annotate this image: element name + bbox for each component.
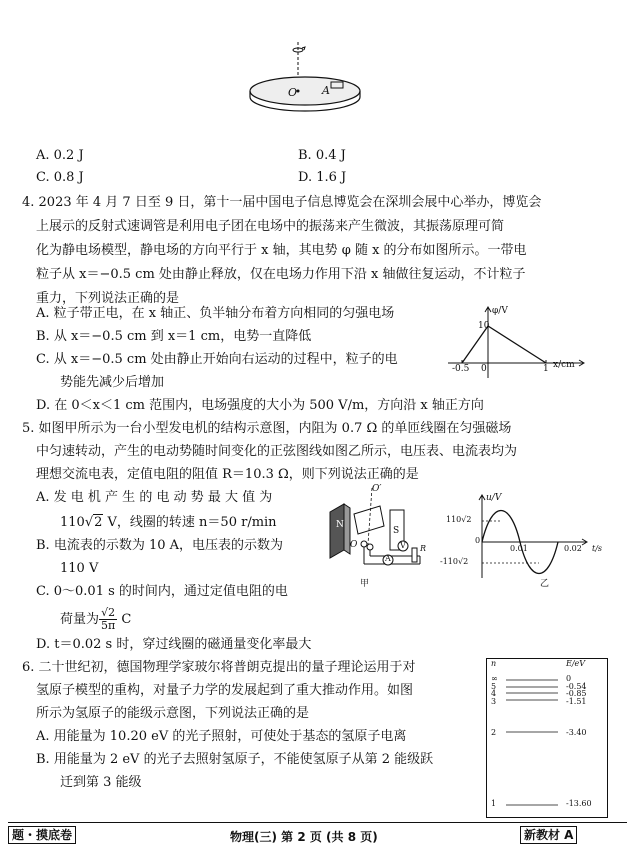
sqrt-symbol: √ (84, 515, 94, 530)
q6-line-2: 氢原子模型的重构，对量子力学的发展起到了重大推动作用。如图 (36, 683, 414, 698)
footer-center: 物理(三) 第 2 页 (共 8 页) (230, 830, 378, 844)
q6-option-b1: B. 用能量为 2 eV 的光子去照射氢原子，不能使氢原子从第 2 能级跃 (36, 752, 434, 767)
el-inf-e: 0 (566, 674, 572, 683)
footer-right: 新教材 A (520, 826, 577, 844)
sine-x001: 0.01 (510, 544, 528, 553)
gen-label-v: V (400, 541, 406, 550)
el-1-n: 1 (491, 799, 497, 808)
q6-line-3: 所示为氢原子的能级示意图，下列说法正确的是 (36, 706, 310, 721)
el-3-n: 3 (491, 697, 497, 706)
sine-xunit: t/s (592, 544, 603, 553)
gen-label-oprime: O′ (372, 484, 382, 494)
q5-line-1: 5. 如图甲所示为一台小型发电机的结构示意图，内阻为 0.7 Ω 的单匝线圈在匀强磁场 (22, 421, 512, 436)
q3-option-c: C. 0.8 J (36, 170, 84, 185)
q5-line-2: 中匀速转动，产生的电动势随时间变化的正弦图线如图乙所示，电压表、电流表均为 (36, 444, 518, 459)
el-1-e: -13.60 (566, 799, 592, 808)
q5-option-a2: 110√2 V，线圈的转速 n＝50 r/min (60, 515, 277, 530)
q6-option-a: A. 用能量为 10.20 eV 的光子照射，可使处于基态的氢原子电离 (36, 729, 407, 744)
el-2-n: 2 (491, 728, 497, 737)
q5-option-c2: 荷量为 $\frac{√2}{5\pi}$ C (60, 606, 132, 632)
x-axis-label: x/cm (553, 360, 575, 370)
el-5-n: 5 (491, 682, 497, 691)
sine-ytop: 110√2 (446, 515, 472, 524)
el-e-header: E/eV (566, 659, 586, 668)
el-inf-n: ∞ (491, 674, 498, 683)
rotating-disk-figure (245, 38, 395, 128)
el-2-e: -3.40 (566, 728, 587, 737)
q4-option-c1: C. 从 x＝−0.5 cm 处由静止开始向右运动的过程中，粒子的电 (36, 352, 398, 367)
el-4-e: -0.85 (566, 689, 587, 698)
q6-option-b2: 迁到第 3 能级 (60, 775, 142, 790)
gen-label-a: A (385, 554, 391, 563)
q3-option-b: B. 0.4 J (298, 148, 346, 163)
sine-wave-graph (462, 492, 592, 582)
q4-line-1: 4. 2023 年 4 月 7 日至 9 日，第十一届中国电子信息博览会在深圳会展中心举办，博览会 (22, 195, 542, 210)
phi-tick-10: 10 (478, 321, 490, 331)
q4-line-4: 粒子从 x＝−0.5 cm 处由静止释放，仅在电场力作用下沿 x 轴做往复运动，不计粒子 (36, 267, 526, 282)
el-5-e: -0.54 (566, 682, 587, 691)
el-3-e: -1.51 (566, 697, 587, 706)
gen-label-r: R (420, 544, 427, 553)
x-tick-0: 0 (481, 364, 487, 374)
q5-option-b1: B. 电流表的示数为 10 A，电压表的示数为 (36, 538, 284, 553)
fig-yi-caption: 乙 (540, 579, 550, 589)
el-n-header: n (491, 659, 497, 668)
energy-level-diagram (486, 658, 608, 818)
fig-jia-caption: 甲 (360, 579, 370, 589)
phi-axis-label: φ/V (492, 306, 508, 316)
q3-option-d: D. 1.6 J (298, 170, 347, 185)
x-tick-neg05: -0.5 (452, 364, 470, 374)
q5-option-c1: C. 0～0.01 s 的时间内，通过定值电阻的电 (36, 584, 288, 599)
q4-line-3: 化为静电场模型，静电场的方向平行于 x 轴，其电势 φ 随 x 的分布如图所示。一带电 (36, 243, 527, 258)
sine-ylabel: u/V (486, 493, 502, 503)
gen-label-n: N (336, 520, 344, 530)
footer-rule (8, 822, 627, 823)
gen-label-s: S (393, 526, 400, 536)
sine-origin: 0 (475, 536, 481, 545)
sine-x002: 0.02 (564, 544, 582, 553)
q4-option-d: D. 在 0＜x＜1 cm 范围内，电场强度的大小为 500 V/m，方向沿 x 轴正方向 (36, 398, 484, 413)
q6-line-1: 6. 二十世纪初，德国物理学家玻尔将普朗克提出的量子理论运用于对 (22, 660, 416, 675)
q4-line-2: 上展示的反射式速调管是利用电子团在电场中的振荡来产生微波，其振荡原理可简 (36, 219, 505, 234)
sine-ybot: -110√2 (440, 557, 469, 566)
q5-option-b2: 110 V (60, 561, 99, 576)
charge-fraction: $\frac{√2}{5\pi}$ (101, 606, 116, 632)
q5-option-d: D. t＝0.02 s 时，穿过线圈的磁通量变化率最大 (36, 637, 312, 652)
q5-line-3: 理想交流电表，定值电阻的阻值 R＝10.3 Ω，则下列说法正确的是 (36, 467, 419, 482)
x-tick-1: 1 (543, 364, 549, 374)
q4-option-a: A. 粒子带正电，在 x 轴正、负半轴分布着方向相同的匀强电场 (36, 306, 395, 321)
q4-option-c2: 势能先减少后增加 (60, 375, 165, 390)
disk-label-a: A (322, 84, 330, 97)
gen-label-o: O (350, 540, 358, 550)
q5-option-a1: A. 发 电 机 产 生 的 电 动 势 最 大 值 为 (36, 490, 273, 505)
q3-option-a: A. 0.2 J (36, 148, 84, 163)
footer-left: 题・摸底卷 (8, 826, 76, 844)
q4-option-b: B. 从 x＝−0.5 cm 到 x＝1 cm，电势一直降低 (36, 329, 312, 344)
el-4-n: 4 (491, 689, 497, 698)
q4-line-5: 重力，下列说法正确的是 (36, 291, 180, 306)
disk-label-o: O (288, 86, 298, 99)
